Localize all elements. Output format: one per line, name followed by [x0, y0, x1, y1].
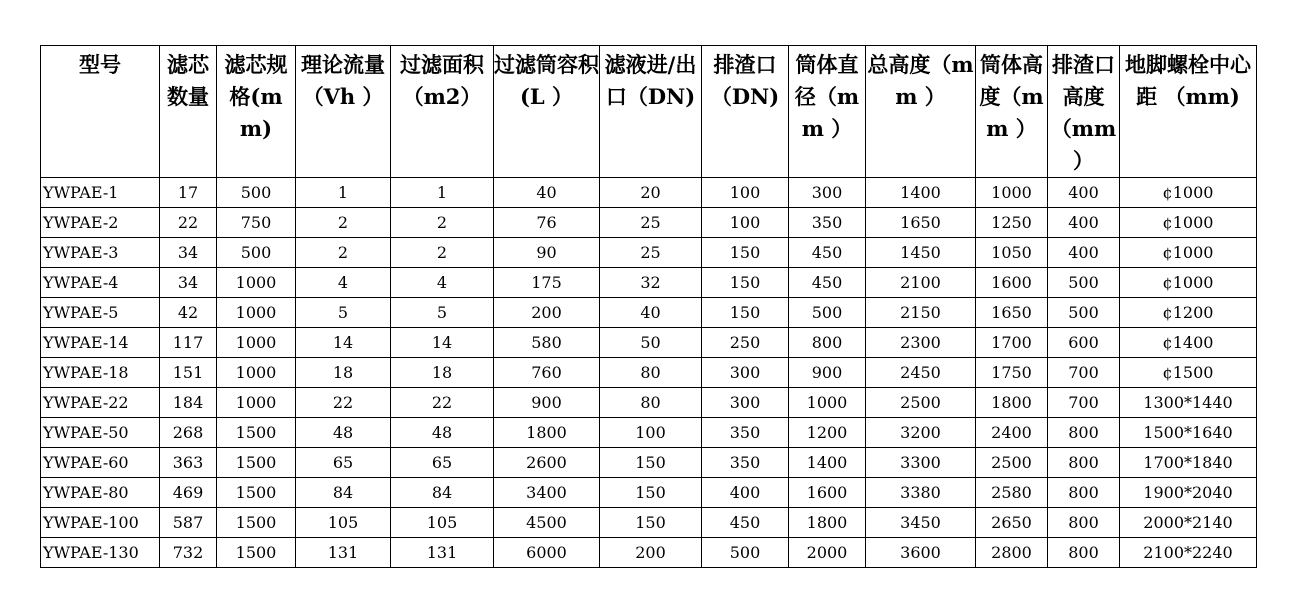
table-cell: 2600 [494, 448, 600, 478]
table-cell: 350 [702, 418, 789, 448]
table-cell: 14 [296, 328, 391, 358]
table-cell: 1600 [976, 268, 1048, 298]
model-cell: YWPAE-50 [41, 418, 160, 448]
model-cell: YWPAE-80 [41, 478, 160, 508]
table-cell: 1750 [976, 358, 1048, 388]
table-cell: 3300 [866, 448, 976, 478]
table-cell: 1500 [217, 418, 296, 448]
table-cell: 150 [600, 478, 702, 508]
table-cell: 2150 [866, 298, 976, 328]
table-cell: 4 [391, 268, 494, 298]
table-cell: 1000 [217, 298, 296, 328]
table-cell: 800 [789, 328, 866, 358]
table-cell: 268 [160, 418, 217, 448]
model-cell: YWPAE-4 [41, 268, 160, 298]
table-cell: 300 [789, 178, 866, 208]
model-cell: YWPAE-2 [41, 208, 160, 238]
table-cell: ¢1000 [1120, 268, 1257, 298]
table-cell: 1800 [976, 388, 1048, 418]
table-cell: 450 [789, 268, 866, 298]
table-cell: ¢1400 [1120, 328, 1257, 358]
table-cell: 1 [296, 178, 391, 208]
table-cell: 4500 [494, 508, 600, 538]
table-cell: 65 [391, 448, 494, 478]
table-cell: 300 [702, 388, 789, 418]
table-cell: ¢1200 [1120, 298, 1257, 328]
table-cell: 600 [1048, 328, 1120, 358]
table-cell: 22 [391, 388, 494, 418]
table-cell: ¢1000 [1120, 238, 1257, 268]
table-row [41, 268, 1257, 298]
table-cell: 500 [217, 178, 296, 208]
table-cell: 1250 [976, 208, 1048, 238]
table-cell: 5 [296, 298, 391, 328]
table-cell: 1050 [976, 238, 1048, 268]
table-cell: 732 [160, 538, 217, 568]
table-cell: 300 [702, 358, 789, 388]
table-cell: 800 [1048, 448, 1120, 478]
header-drain-outlet: 排渣口（DN) [702, 46, 789, 178]
model-cell: YWPAE-3 [41, 238, 160, 268]
table-cell: 700 [1048, 388, 1120, 418]
table-cell: 5 [391, 298, 494, 328]
table-cell: 105 [296, 508, 391, 538]
table-cell: 131 [296, 538, 391, 568]
table-cell: 150 [600, 448, 702, 478]
table-cell: 18 [296, 358, 391, 388]
header-model: 型号 [41, 46, 160, 178]
table-cell: 76 [494, 208, 600, 238]
table-cell: 2500 [976, 448, 1048, 478]
table-cell: 48 [391, 418, 494, 448]
table-cell: 4 [296, 268, 391, 298]
table-cell: 2400 [976, 418, 1048, 448]
header-element-count: 滤芯数量 [160, 46, 217, 178]
header-total-height: 总高度（mm ） [866, 46, 976, 178]
table-cell: 1000 [217, 328, 296, 358]
table-cell: 500 [702, 538, 789, 568]
table-cell: 34 [160, 268, 217, 298]
table-cell: 1400 [789, 448, 866, 478]
table-cell: 42 [160, 298, 217, 328]
table-cell: 84 [391, 478, 494, 508]
table-cell: 3380 [866, 478, 976, 508]
table-cell: 150 [702, 268, 789, 298]
table-row [41, 298, 1257, 328]
specification-table [40, 45, 1257, 568]
table-cell: 2800 [976, 538, 1048, 568]
table-cell: 1600 [789, 478, 866, 508]
table-cell: ¢1000 [1120, 178, 1257, 208]
table-row [41, 328, 1257, 358]
table-cell: 350 [789, 208, 866, 238]
table-cell: 2000*2140 [1120, 508, 1257, 538]
table-cell: 500 [789, 298, 866, 328]
table-cell: 50 [600, 328, 702, 358]
table-cell: 32 [600, 268, 702, 298]
table-cell: 750 [217, 208, 296, 238]
model-cell: YWPAE-22 [41, 388, 160, 418]
table-cell: 18 [391, 358, 494, 388]
table-cell: 14 [391, 328, 494, 358]
table-cell: 84 [296, 478, 391, 508]
table-cell: 2 [391, 238, 494, 268]
table-cell: 48 [296, 418, 391, 448]
table-cell: 2000 [789, 538, 866, 568]
table-cell: 900 [494, 388, 600, 418]
table-cell: 150 [702, 298, 789, 328]
table-cell: 40 [600, 298, 702, 328]
table-cell: 80 [600, 358, 702, 388]
table-cell: 22 [160, 208, 217, 238]
model-cell: YWPAE-14 [41, 328, 160, 358]
model-cell: YWPAE-1 [41, 178, 160, 208]
header-drain-height: 排渣口高度（mm ） [1048, 46, 1120, 178]
table-cell: 1900*2040 [1120, 478, 1257, 508]
table-cell: 500 [217, 238, 296, 268]
table-cell: 587 [160, 508, 217, 538]
header-row [41, 46, 1257, 178]
table-cell: 2 [391, 208, 494, 238]
table-cell: 25 [600, 238, 702, 268]
table-cell: 1000 [976, 178, 1048, 208]
table-cell: 1700 [976, 328, 1048, 358]
table-cell: 1300*1440 [1120, 388, 1257, 418]
table-cell: 2 [296, 238, 391, 268]
table-cell: 3450 [866, 508, 976, 538]
table-cell: 1400 [866, 178, 976, 208]
table-cell: 363 [160, 448, 217, 478]
table-cell: 1200 [789, 418, 866, 448]
table-cell: 1800 [494, 418, 600, 448]
table-cell: 100 [600, 418, 702, 448]
table-cell: 250 [702, 328, 789, 358]
table-cell: 500 [1048, 268, 1120, 298]
table-cell: 22 [296, 388, 391, 418]
table-body [41, 178, 1257, 568]
table-cell: 1000 [217, 268, 296, 298]
table-cell: 40 [494, 178, 600, 208]
table-row [41, 478, 1257, 508]
table-cell: 65 [296, 448, 391, 478]
table-row [41, 358, 1257, 388]
table-cell: 2500 [866, 388, 976, 418]
table-cell: 3200 [866, 418, 976, 448]
table-cell: 6000 [494, 538, 600, 568]
table-cell: 3600 [866, 538, 976, 568]
table-cell: 1500 [217, 478, 296, 508]
table-cell: ¢1500 [1120, 358, 1257, 388]
header-inlet-outlet: 滤液进/出口（DN) [600, 46, 702, 178]
table-cell: 700 [1048, 358, 1120, 388]
table-cell: 80 [600, 388, 702, 418]
table-row [41, 448, 1257, 478]
table-cell: 150 [600, 508, 702, 538]
table-cell: ¢1000 [1120, 208, 1257, 238]
table-cell: 200 [600, 538, 702, 568]
table-cell: 800 [1048, 508, 1120, 538]
model-cell: YWPAE-5 [41, 298, 160, 328]
header-vessel-diameter: 筒体直径（mm ） [789, 46, 866, 178]
header-element-spec: 滤芯规格(mm) [217, 46, 296, 178]
table-cell: 400 [1048, 238, 1120, 268]
table-row [41, 418, 1257, 448]
header-anchor-bolt-distance: 地脚螺栓中心距 （mm) [1120, 46, 1257, 178]
table-cell: 90 [494, 238, 600, 268]
table-cell: 2 [296, 208, 391, 238]
table-cell: 1500*1640 [1120, 418, 1257, 448]
table-cell: 900 [789, 358, 866, 388]
table-row [41, 208, 1257, 238]
table-cell: 20 [600, 178, 702, 208]
table-cell: 350 [702, 448, 789, 478]
table-cell: 1500 [217, 508, 296, 538]
table-cell: 1450 [866, 238, 976, 268]
table-cell: 117 [160, 328, 217, 358]
table-cell: 1000 [217, 358, 296, 388]
model-cell: YWPAE-100 [41, 508, 160, 538]
header-vessel-volume: 过滤筒容积(L ） [494, 46, 600, 178]
table-cell: 400 [702, 478, 789, 508]
table-cell: 2300 [866, 328, 976, 358]
model-cell: YWPAE-18 [41, 358, 160, 388]
table-cell: 1650 [976, 298, 1048, 328]
model-cell: YWPAE-130 [41, 538, 160, 568]
table-cell: 580 [494, 328, 600, 358]
header-vessel-height: 筒体高度（mm ） [976, 46, 1048, 178]
table-cell: 105 [391, 508, 494, 538]
table-row [41, 538, 1257, 568]
table-cell: 760 [494, 358, 600, 388]
table-cell: 1700*1840 [1120, 448, 1257, 478]
table-cell: 1650 [866, 208, 976, 238]
header-theoretical-flow: 理论流量（Vh ） [296, 46, 391, 178]
header-filter-area: 过滤面积（m2） [391, 46, 494, 178]
table-cell: 184 [160, 388, 217, 418]
table-cell: 1000 [789, 388, 866, 418]
table-cell: 2100 [866, 268, 976, 298]
table-cell: 2650 [976, 508, 1048, 538]
table-cell: 200 [494, 298, 600, 328]
table-cell: 100 [702, 208, 789, 238]
table-cell: 2580 [976, 478, 1048, 508]
table-cell: 1000 [217, 388, 296, 418]
table-cell: 469 [160, 478, 217, 508]
table-cell: 500 [1048, 298, 1120, 328]
table-cell: 17 [160, 178, 217, 208]
table-row [41, 388, 1257, 418]
table-cell: 151 [160, 358, 217, 388]
table-row [41, 238, 1257, 268]
table-cell: 175 [494, 268, 600, 298]
table-cell: 450 [789, 238, 866, 268]
table-cell: 150 [702, 238, 789, 268]
model-cell: YWPAE-60 [41, 448, 160, 478]
table-cell: 100 [702, 178, 789, 208]
table-cell: 800 [1048, 418, 1120, 448]
table-cell: 131 [391, 538, 494, 568]
table-cell: 400 [1048, 208, 1120, 238]
table-cell: 800 [1048, 538, 1120, 568]
table-cell: 3400 [494, 478, 600, 508]
table-cell: 1500 [217, 538, 296, 568]
table-cell: 34 [160, 238, 217, 268]
table-cell: 1800 [789, 508, 866, 538]
table-cell: 800 [1048, 478, 1120, 508]
table-cell: 2450 [866, 358, 976, 388]
table-cell: 1500 [217, 448, 296, 478]
table-row [41, 178, 1257, 208]
table-cell: 450 [702, 508, 789, 538]
table-cell: 400 [1048, 178, 1120, 208]
table-cell: 2100*2240 [1120, 538, 1257, 568]
table-row [41, 508, 1257, 538]
table-cell: 1 [391, 178, 494, 208]
table-cell: 25 [600, 208, 702, 238]
